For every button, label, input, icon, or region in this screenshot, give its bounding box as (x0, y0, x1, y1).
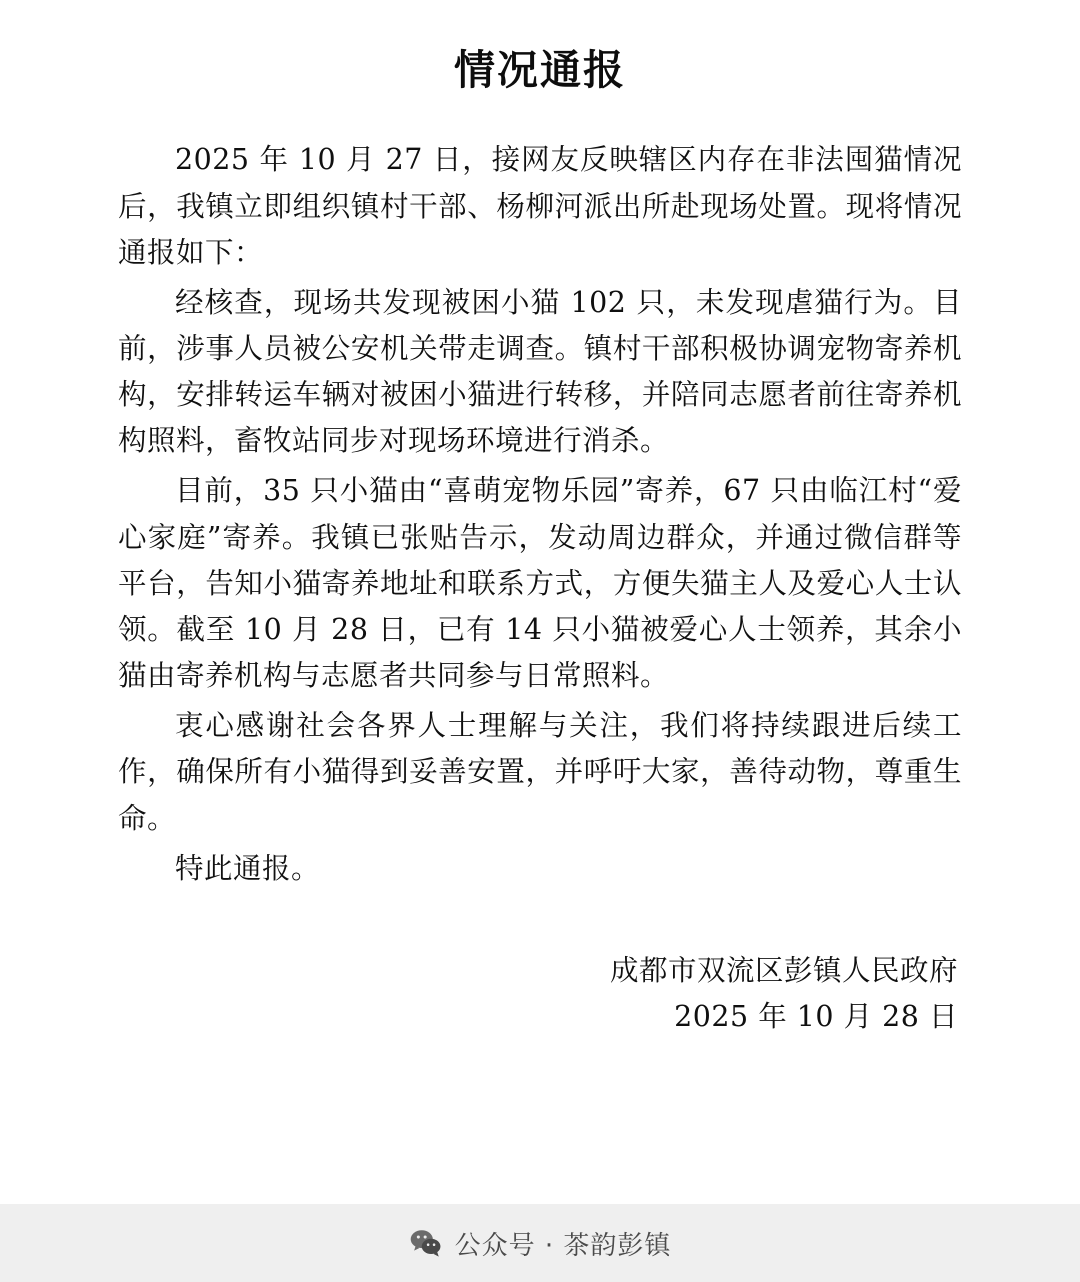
page-title: 情况通报 (454, 46, 626, 94)
paragraph: 2025 年 10 月 27 日，接网友反映辖区内存在非法囤猫情况后，我镇立即组织镇村干部、杨柳河派出所赴现场处置。现将情况通报如下： (118, 143, 962, 269)
signature-organization: 成都市双流区彭镇人民政府 (609, 953, 958, 987)
paragraph: 特此通报。 (175, 851, 321, 885)
document-page (0, 42, 1080, 1282)
document-body (118, 137, 962, 892)
signature-block (118, 948, 962, 1040)
footer-label: 公众号 · 茶韵彭镇 (454, 1230, 672, 1261)
signature-date: 2025 年 10 月 28 日 (674, 1000, 958, 1034)
footer-bar (0, 1204, 1080, 1282)
paragraph: 目前，35 只小猫由“喜萌宠物乐园”寄养，67 只由临江村“爱心家庭”寄养。我镇已张贴告示，发动周边群众，并通过微信群等平台，告知小猫寄养地址和联系方式，方便失猫主人及爱心人士认领。截至 10 月 28 日，已有 14 只小猫被爱心人士领养，其余小猫由寄养机构与志愿者共同参与日常照料。 (118, 474, 962, 693)
paragraph: 经核查，现场共发现被困小猫 102 只，未发现虐猫行为。目前，涉事人员被公安机关带走调查。镇村干部积极协调宠物寄养机构，安排转运车辆对被困小猫进行转移，并陪同志愿者前往寄养机构照料，畜牧站同步对现场环境进行消杀。 (118, 285, 962, 458)
wechat-icon (409, 1226, 443, 1260)
paragraph: 衷心感谢社会各界人士理解与关注，我们将持续跟进后续工作，确保所有小猫得到妥善安置，并呼吁大家，善待动物，尊重生命。 (118, 709, 962, 835)
